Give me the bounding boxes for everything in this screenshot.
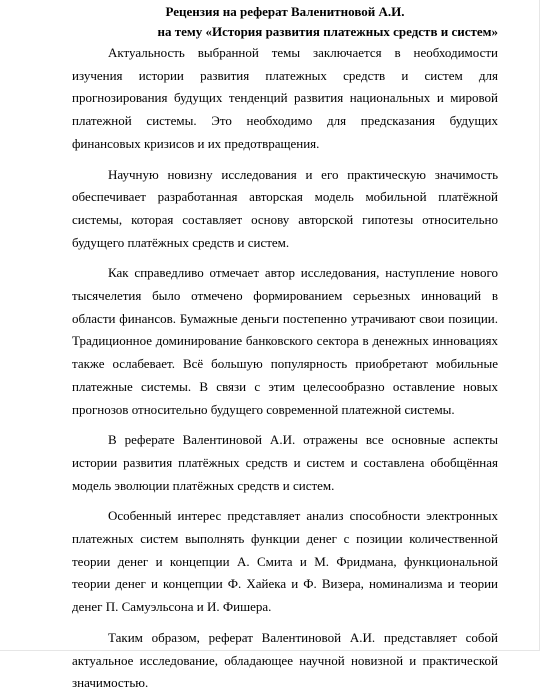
- paragraph-conclusion: Таким образом, реферат Валентиновой А.И. представляет собой актуальное исследование, обладающее научной новизной и практической значимостью.: [72, 629, 498, 691]
- paragraph-relevance: Актуальность выбранной темы заключается в необходимости изучения истории развития платежных средств и систем для прогнозирования будущих тенденций развития национальных и мировой платежной системы. Это необходимо для предсказания будущих финансовых кризисов и их предотвращения.: [72, 45, 498, 151]
- paragraph-author-notes: Как справедливо отмечает автор исследования, наступление нового тысячелетия было отмечено формированием серьезных инноваций в области финансов. Бумажные деньги постепенно утрачивают свои позиции. Традиционное доминирование банковского сектора в денежных инновациях также ослабевает. Всё большую популярность приобретают мобильные платежные системы. В связи с этим целесообразно оставление новых прогнозов относительно будущего современной платежной системы.: [72, 265, 498, 417]
- paragraph-aspects: В реферате Валентиновой А.И. отражены все основные аспекты истории развития платёжных средств и систем и составлена обобщённая модель эволюции платёжных средств и систем.: [72, 432, 498, 493]
- review-title: Рецензия на реферат Валенитновой А.И.: [165, 4, 405, 19]
- paragraph-novelty: Научную новизну исследования и его практическую значимость обеспечивает разработанная авторская модель мобильной платёжной системы, которая составляет основу авторской гипотезы относительно будущего платёжных средств и систем.: [72, 166, 498, 250]
- page-bottom-border: [0, 650, 540, 651]
- paragraph-interest: Особенный интерес представляет анализ способности электронных платежных систем выполнять функции денег с позиции количественной теории денег и концепции А. Смита и М. Фридмана, функциональной теории денег и концепции Ф. Хайека и Ф. Визера, номинализма и теории денег П. Самуэльсона и И. Фишера.: [72, 508, 498, 615]
- review-subtitle: на тему «История развития платежных средств и систем»: [157, 24, 498, 39]
